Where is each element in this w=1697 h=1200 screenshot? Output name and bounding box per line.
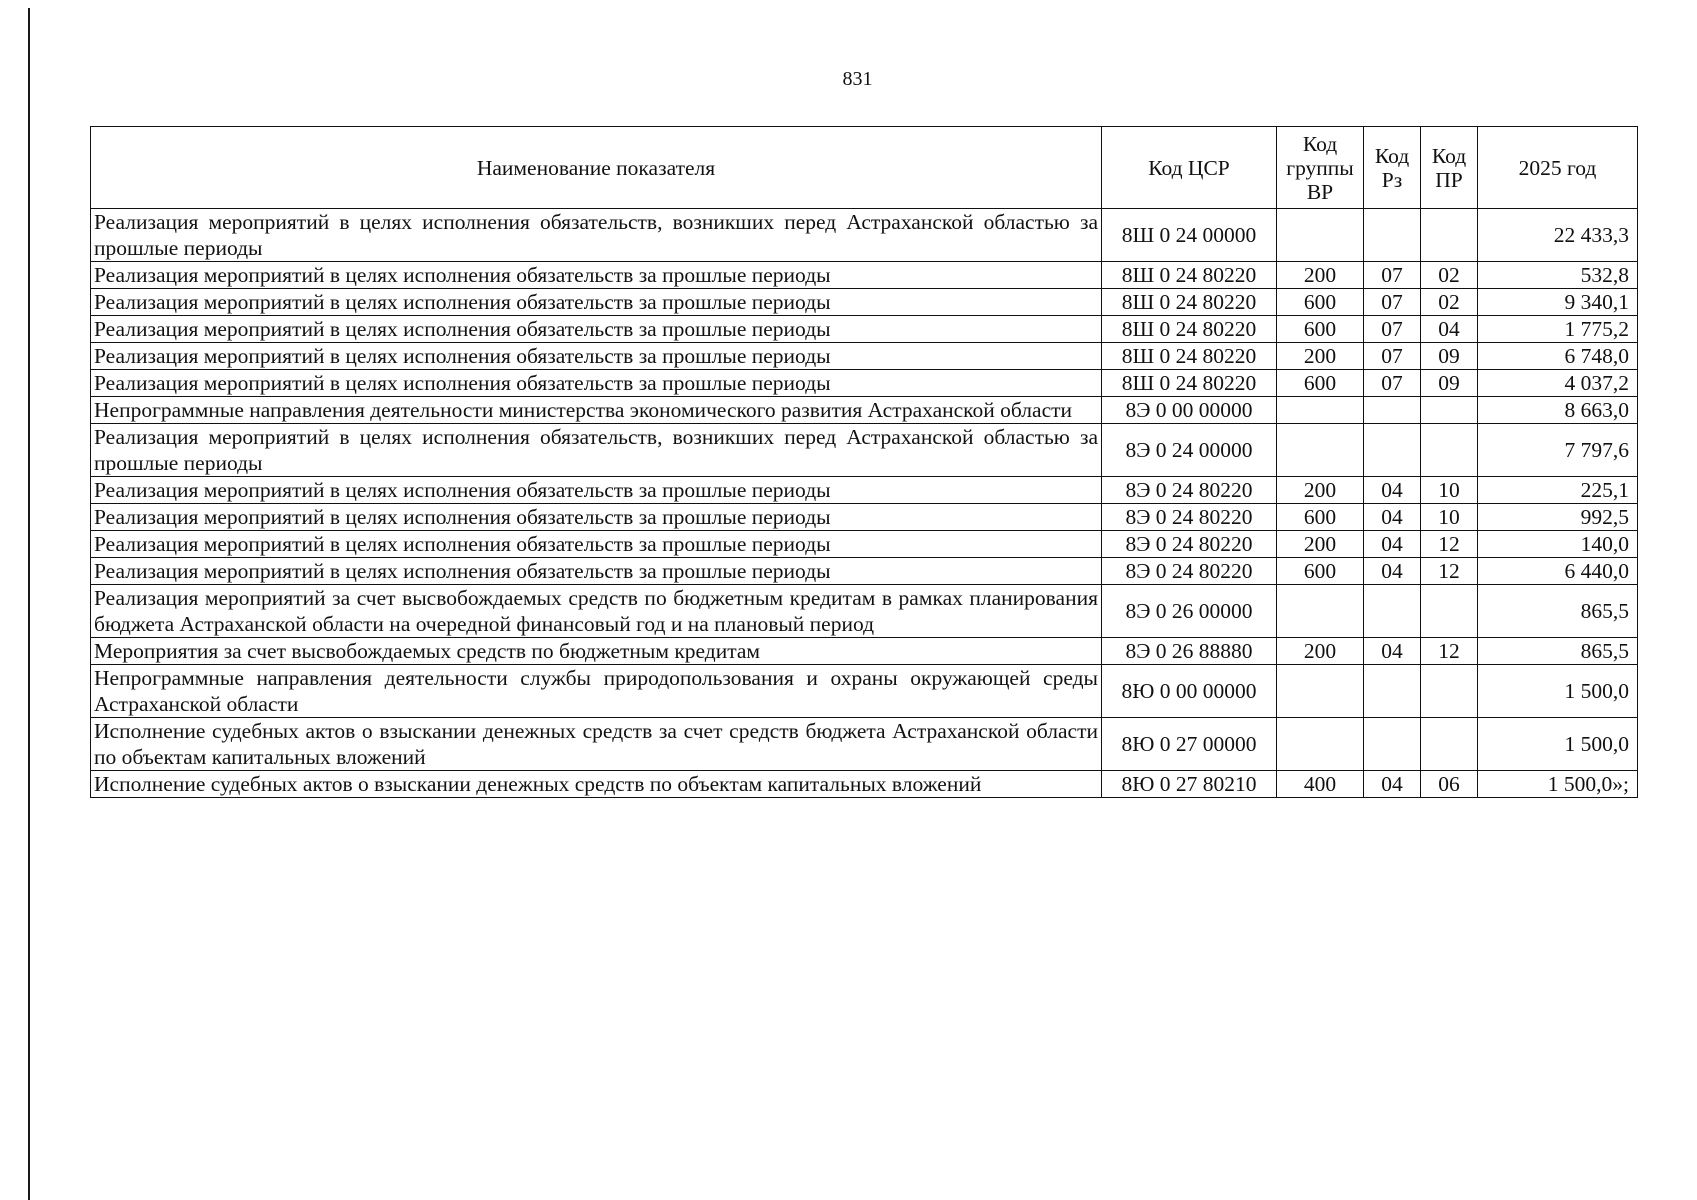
header-vr: Код группы ВР bbox=[1277, 127, 1364, 209]
cell-csr: 8Ю 0 27 80210 bbox=[1102, 771, 1277, 798]
cell-vr bbox=[1277, 665, 1364, 718]
table-row bbox=[91, 397, 1638, 424]
header-name: Наименование показателя bbox=[91, 127, 1102, 209]
cell-amount: 140,0 bbox=[1478, 531, 1638, 558]
cell-csr: 8Ш 0 24 80220 bbox=[1102, 289, 1277, 316]
cell-rz bbox=[1364, 209, 1421, 262]
cell-vr: 200 bbox=[1277, 531, 1364, 558]
cell-amount: 1 500,0 bbox=[1478, 665, 1638, 718]
cell-pr bbox=[1421, 665, 1478, 718]
cell-rz: 07 bbox=[1364, 316, 1421, 343]
cell-csr: 8Э 0 26 00000 bbox=[1102, 585, 1277, 638]
cell-csr: 8Ш 0 24 80220 bbox=[1102, 262, 1277, 289]
cell-name: Реализация мероприятий в целях исполнения обязательств за прошлые периоды bbox=[91, 262, 1102, 289]
cell-amount: 225,1 bbox=[1478, 477, 1638, 504]
cell-pr: 10 bbox=[1421, 504, 1478, 531]
cell-pr: 06 bbox=[1421, 771, 1478, 798]
cell-csr: 8Ю 0 27 00000 bbox=[1102, 718, 1277, 771]
cell-pr: 02 bbox=[1421, 289, 1478, 316]
header-csr: Код ЦСР bbox=[1102, 127, 1277, 209]
cell-rz: 07 bbox=[1364, 262, 1421, 289]
cell-amount: 865,5 bbox=[1478, 585, 1638, 638]
cell-csr: 8Э 0 24 80220 bbox=[1102, 477, 1277, 504]
table-row bbox=[91, 209, 1638, 262]
cell-name: Мероприятия за счет высвобождаемых средств по бюджетным кредитам bbox=[91, 638, 1102, 665]
header-year: 2025 год bbox=[1478, 127, 1638, 209]
cell-rz: 04 bbox=[1364, 477, 1421, 504]
cell-csr: 8Э 0 24 80220 bbox=[1102, 531, 1277, 558]
cell-amount: 992,5 bbox=[1478, 504, 1638, 531]
cell-amount: 22 433,3 bbox=[1478, 209, 1638, 262]
cell-csr: 8Ш 0 24 00000 bbox=[1102, 209, 1277, 262]
cell-pr bbox=[1421, 718, 1478, 771]
cell-pr: 12 bbox=[1421, 638, 1478, 665]
cell-csr: 8Э 0 26 88880 bbox=[1102, 638, 1277, 665]
page-margin-line bbox=[28, 8, 30, 1200]
table-row bbox=[91, 638, 1638, 665]
table-row bbox=[91, 771, 1638, 798]
table-row bbox=[91, 718, 1638, 771]
cell-csr: 8Ш 0 24 80220 bbox=[1102, 370, 1277, 397]
cell-vr bbox=[1277, 209, 1364, 262]
table-row bbox=[91, 424, 1638, 477]
cell-name: Реализация мероприятий в целях исполнения обязательств за прошлые периоды bbox=[91, 343, 1102, 370]
cell-name: Реализация мероприятий за счет высвобождаемых средств по бюджетным кредитам в рамках планирования бюджета Астраханской области на очередной финансовый год и на плановый период bbox=[91, 585, 1102, 638]
cell-csr: 8Э 0 00 00000 bbox=[1102, 397, 1277, 424]
cell-name: Исполнение судебных актов о взыскании денежных средств по объектам капитальных вложений bbox=[91, 771, 1102, 798]
cell-rz: 04 bbox=[1364, 771, 1421, 798]
cell-pr bbox=[1421, 209, 1478, 262]
cell-rz: 04 bbox=[1364, 558, 1421, 585]
cell-vr: 600 bbox=[1277, 289, 1364, 316]
cell-vr bbox=[1277, 585, 1364, 638]
cell-amount: 4 037,2 bbox=[1478, 370, 1638, 397]
table-row bbox=[91, 585, 1638, 638]
cell-pr bbox=[1421, 424, 1478, 477]
cell-pr bbox=[1421, 397, 1478, 424]
cell-name: Реализация мероприятий в целях исполнения обязательств за прошлые периоды bbox=[91, 558, 1102, 585]
table-row bbox=[91, 504, 1638, 531]
cell-name: Реализация мероприятий в целях исполнения обязательств за прошлые периоды bbox=[91, 531, 1102, 558]
table-row bbox=[91, 665, 1638, 718]
header-row bbox=[91, 127, 1638, 209]
cell-pr: 10 bbox=[1421, 477, 1478, 504]
cell-vr: 200 bbox=[1277, 477, 1364, 504]
cell-vr: 200 bbox=[1277, 262, 1364, 289]
cell-name: Непрограммные направления деятельности министерства экономического развития Астраханской области bbox=[91, 397, 1102, 424]
cell-csr: 8Ю 0 00 00000 bbox=[1102, 665, 1277, 718]
cell-name: Реализация мероприятий в целях исполнения обязательств, возникших перед Астраханской областью за прошлые периоды bbox=[91, 209, 1102, 262]
cell-csr: 8Э 0 24 80220 bbox=[1102, 504, 1277, 531]
table-header bbox=[91, 127, 1638, 209]
cell-name: Реализация мероприятий в целях исполнения обязательств, возникших перед Астраханской областью за прошлые периоды bbox=[91, 424, 1102, 477]
cell-name: Непрограммные направления деятельности службы природопользования и охраны окружающей среды Астраханской области bbox=[91, 665, 1102, 718]
table-row bbox=[91, 343, 1638, 370]
cell-amount: 9 340,1 bbox=[1478, 289, 1638, 316]
cell-amount: 1 775,2 bbox=[1478, 316, 1638, 343]
cell-name: Реализация мероприятий в целях исполнения обязательств за прошлые периоды bbox=[91, 370, 1102, 397]
budget-table bbox=[90, 126, 1638, 798]
table-row bbox=[91, 558, 1638, 585]
cell-amount: 1 500,0 bbox=[1478, 718, 1638, 771]
cell-vr bbox=[1277, 424, 1364, 477]
cell-amount: 7 797,6 bbox=[1478, 424, 1638, 477]
cell-vr bbox=[1277, 718, 1364, 771]
cell-amount: 532,8 bbox=[1478, 262, 1638, 289]
table-row bbox=[91, 477, 1638, 504]
cell-vr: 600 bbox=[1277, 316, 1364, 343]
cell-rz bbox=[1364, 424, 1421, 477]
page-number bbox=[0, 68, 1697, 91]
cell-csr: 8Э 0 24 80220 bbox=[1102, 558, 1277, 585]
table-row bbox=[91, 262, 1638, 289]
cell-pr: 09 bbox=[1421, 370, 1478, 397]
cell-amount: 6 440,0 bbox=[1478, 558, 1638, 585]
table-body bbox=[91, 209, 1638, 798]
cell-rz bbox=[1364, 585, 1421, 638]
cell-rz bbox=[1364, 397, 1421, 424]
cell-pr: 09 bbox=[1421, 343, 1478, 370]
cell-csr: 8Э 0 24 00000 bbox=[1102, 424, 1277, 477]
cell-vr: 600 bbox=[1277, 504, 1364, 531]
header-rz: Код Рз bbox=[1364, 127, 1421, 209]
cell-amount: 6 748,0 bbox=[1478, 343, 1638, 370]
cell-vr: 600 bbox=[1277, 558, 1364, 585]
cell-rz bbox=[1364, 718, 1421, 771]
header-pr: Код ПР bbox=[1421, 127, 1478, 209]
cell-vr: 400 bbox=[1277, 771, 1364, 798]
cell-pr bbox=[1421, 585, 1478, 638]
cell-csr: 8Ш 0 24 80220 bbox=[1102, 343, 1277, 370]
cell-rz bbox=[1364, 665, 1421, 718]
table-row bbox=[91, 370, 1638, 397]
cell-rz: 04 bbox=[1364, 531, 1421, 558]
cell-name: Реализация мероприятий в целях исполнения обязательств за прошлые периоды bbox=[91, 289, 1102, 316]
cell-amount: 865,5 bbox=[1478, 638, 1638, 665]
cell-rz: 04 bbox=[1364, 504, 1421, 531]
page-number-text: 831 bbox=[842, 68, 873, 90]
cell-name: Исполнение судебных актов о взыскании денежных средств за счет средств бюджета Астраханской области по объектам капитальных вложений bbox=[91, 718, 1102, 771]
table-row bbox=[91, 531, 1638, 558]
cell-name: Реализация мероприятий в целях исполнения обязательств за прошлые периоды bbox=[91, 316, 1102, 343]
cell-vr: 200 bbox=[1277, 638, 1364, 665]
cell-rz: 07 bbox=[1364, 370, 1421, 397]
cell-vr: 200 bbox=[1277, 343, 1364, 370]
cell-pr: 04 bbox=[1421, 316, 1478, 343]
cell-vr bbox=[1277, 397, 1364, 424]
cell-rz: 07 bbox=[1364, 343, 1421, 370]
cell-amount: 8 663,0 bbox=[1478, 397, 1638, 424]
cell-rz: 07 bbox=[1364, 289, 1421, 316]
cell-name: Реализация мероприятий в целях исполнения обязательств за прошлые периоды bbox=[91, 504, 1102, 531]
cell-csr: 8Ш 0 24 80220 bbox=[1102, 316, 1277, 343]
cell-name: Реализация мероприятий в целях исполнения обязательств за прошлые периоды bbox=[91, 477, 1102, 504]
cell-vr: 600 bbox=[1277, 370, 1364, 397]
cell-pr: 12 bbox=[1421, 558, 1478, 585]
table-row bbox=[91, 316, 1638, 343]
table-row bbox=[91, 289, 1638, 316]
cell-pr: 12 bbox=[1421, 531, 1478, 558]
cell-pr: 02 bbox=[1421, 262, 1478, 289]
cell-rz: 04 bbox=[1364, 638, 1421, 665]
cell-amount: 1 500,0»; bbox=[1478, 771, 1638, 798]
